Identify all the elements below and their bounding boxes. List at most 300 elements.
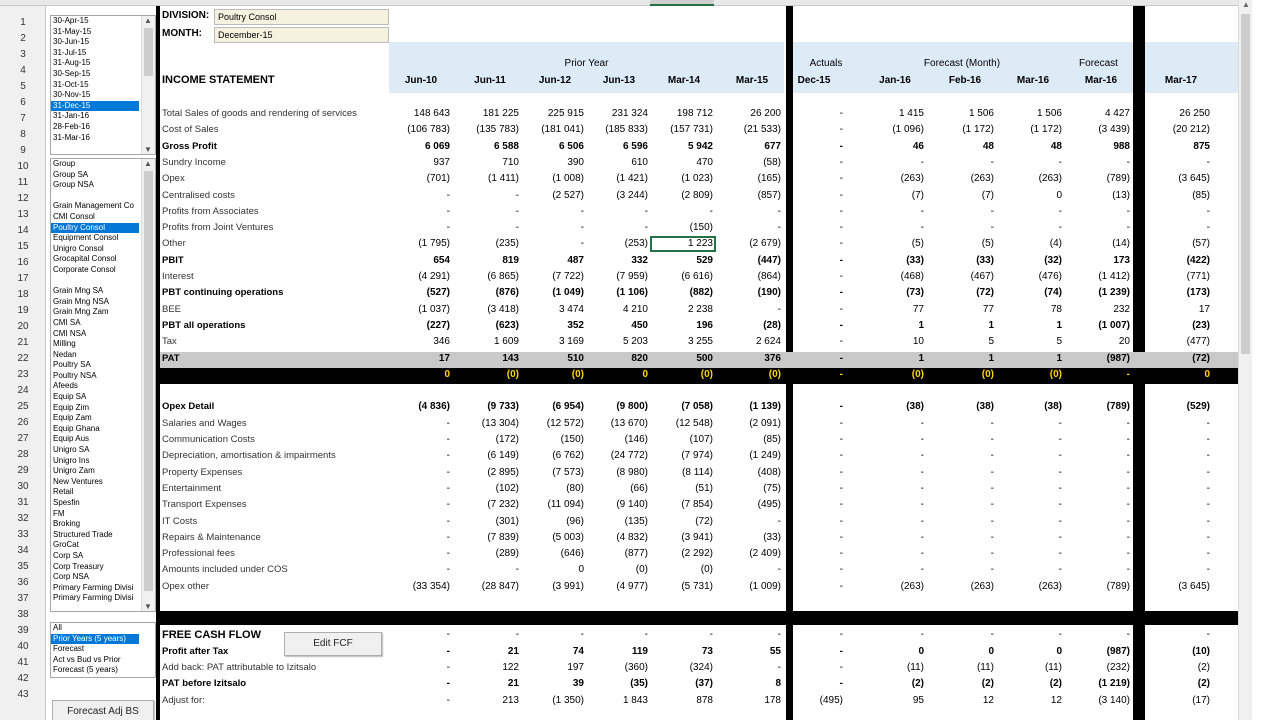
list-item[interactable]: 31-May-15 [53, 26, 92, 36]
cell-value[interactable]: (5) [911, 238, 924, 250]
cell-value[interactable]: 1 [1056, 319, 1062, 331]
row-label[interactable]: Repairs & Maintenance [162, 531, 261, 543]
list-item[interactable]: CMI NSA [53, 328, 87, 338]
cell-value[interactable]: 12 [982, 694, 994, 706]
cell-value[interactable]: (21 533) [743, 124, 781, 136]
cell-value[interactable]: - [446, 466, 450, 478]
cell-value[interactable]: (2 091) [749, 417, 781, 429]
list-item[interactable]: Unigro Consol [53, 243, 104, 253]
cell-value[interactable]: - [515, 629, 519, 641]
row-label[interactable]: Adjust for: [162, 694, 205, 706]
list-item[interactable]: Milling [53, 339, 76, 349]
cell-value[interactable]: (80) [566, 482, 584, 494]
cell-value[interactable]: - [1126, 417, 1130, 429]
cell-value[interactable]: (0) [700, 564, 713, 576]
cell-value[interactable]: 332 [631, 254, 648, 266]
cell-value[interactable]: - [839, 434, 843, 445]
cell-value[interactable]: (857) [757, 189, 781, 201]
cell-value[interactable]: (38) [976, 401, 994, 413]
cell-value[interactable]: - [1126, 434, 1130, 445]
cell-value[interactable]: 231 324 [611, 108, 648, 119]
cell-value[interactable]: 529 [696, 254, 713, 266]
cell-value[interactable]: (701) [426, 173, 450, 185]
cell-value[interactable]: 878 [696, 694, 713, 706]
cell-value[interactable]: 0 [918, 645, 924, 657]
list-item[interactable]: Unigro Zam [53, 466, 95, 476]
cell-value[interactable]: (13) [1112, 189, 1130, 201]
cell-value[interactable]: 390 [567, 156, 584, 168]
cell-value[interactable]: (235) [495, 238, 519, 250]
edit-fcf-button[interactable]: Edit FCF [284, 632, 382, 656]
cell-value[interactable]: (5 003) [552, 531, 584, 543]
row-number[interactable]: 9 [20, 145, 26, 156]
cell-value[interactable]: - [839, 156, 843, 168]
cell-value[interactable]: 5 [988, 336, 994, 348]
division-value-cell[interactable]: Poultry Consol [214, 9, 389, 25]
cell-value[interactable]: - [1126, 466, 1130, 478]
cell-value[interactable]: (5) [981, 238, 994, 250]
cell-value[interactable]: (324) [689, 661, 713, 673]
list-item[interactable]: GroCat [53, 540, 79, 550]
list-item[interactable]: Retail [53, 487, 74, 497]
cell-value[interactable]: 4 427 [1104, 108, 1130, 119]
row-label[interactable]: Interest [162, 271, 194, 282]
cell-value[interactable]: - [446, 482, 450, 494]
cell-value[interactable]: - [990, 482, 994, 494]
row-number[interactable]: 42 [17, 673, 29, 684]
list-item[interactable]: Corp Treasury [53, 561, 104, 571]
list-item[interactable]: Corporate Consol [53, 264, 116, 274]
cell-value[interactable]: (85) [763, 434, 781, 445]
cell-value[interactable]: 55 [769, 645, 781, 657]
cell-value[interactable]: (20 212) [1172, 124, 1210, 136]
cell-value[interactable]: 0 [444, 368, 450, 380]
cell-value[interactable]: - [446, 417, 450, 429]
cell-value[interactable]: - [1126, 499, 1130, 511]
cell-value[interactable]: (1 096) [892, 124, 924, 136]
cell-value[interactable]: - [580, 222, 584, 234]
list-item[interactable]: Unigro SA [53, 445, 90, 455]
list-item[interactable]: Prior Years (5 years) [51, 634, 139, 645]
list-item[interactable]: Act vs Bud vs Prior [53, 654, 121, 664]
row-number[interactable]: 38 [17, 609, 29, 620]
cell-value[interactable]: (0) [1049, 368, 1062, 380]
cell-value[interactable]: (13 670) [610, 417, 648, 429]
cell-value[interactable]: - [920, 548, 924, 560]
row-label[interactable]: Total Sales of goods and rendering of services [162, 108, 357, 119]
scroll-down-icon[interactable]: ▼ [144, 602, 152, 611]
row-label[interactable]: Entertainment [162, 482, 222, 494]
cell-value[interactable]: 20 [1118, 336, 1130, 348]
cell-value[interactable]: (190) [757, 287, 781, 299]
cell-value[interactable]: (0) [571, 368, 584, 380]
cell-value[interactable]: - [839, 645, 843, 657]
cell-value[interactable]: - [1206, 156, 1210, 168]
cell-value[interactable]: 1 223 [687, 238, 713, 250]
cell-value[interactable]: 77 [982, 303, 994, 315]
cell-value[interactable]: 10 [912, 336, 924, 348]
cell-value[interactable]: - [1058, 434, 1062, 445]
cell-value[interactable]: 5 942 [687, 140, 713, 152]
cell-value[interactable]: - [839, 613, 843, 624]
scroll-down-icon[interactable]: ▼ [144, 145, 152, 154]
cell-value[interactable]: - [1126, 629, 1130, 641]
cell-value[interactable]: - [839, 515, 843, 527]
cell-value[interactable]: - [1206, 434, 1210, 445]
cell-value[interactable]: (263) [900, 173, 924, 185]
active-cell-cursor[interactable] [650, 236, 716, 252]
list-item[interactable]: CMI Consol [53, 211, 95, 221]
cell-value[interactable]: (2) [1197, 661, 1210, 673]
cell-value[interactable]: 1 415 [898, 108, 924, 119]
cell-value[interactable]: (3 244) [616, 189, 648, 201]
row-label[interactable]: Profits from Associates [162, 205, 259, 217]
month-listbox[interactable] [50, 15, 156, 155]
cell-value[interactable]: 988 [1113, 140, 1130, 152]
row-number[interactable]: 31 [17, 497, 29, 508]
row-number[interactable]: 30 [17, 481, 29, 492]
cell-value[interactable]: - [990, 156, 994, 168]
cell-value[interactable]: - [777, 205, 781, 217]
cell-value[interactable]: (2 679) [749, 238, 781, 250]
row-label[interactable]: Communication Costs [162, 434, 255, 445]
cell-value[interactable]: 352 [567, 319, 584, 331]
cell-value[interactable]: 1 506 [968, 108, 994, 119]
list-item[interactable]: Corp SA [53, 550, 84, 560]
cell-value[interactable]: - [920, 515, 924, 527]
cell-value[interactable]: - [446, 629, 450, 641]
cell-value[interactable]: - [990, 629, 994, 641]
cell-value[interactable]: (7 854) [681, 499, 713, 511]
cell-value[interactable]: - [1206, 548, 1210, 560]
cell-value[interactable]: 819 [502, 254, 519, 266]
cell-value[interactable]: (58) [763, 156, 781, 168]
cell-value[interactable]: (3 140) [1098, 694, 1130, 706]
cell-value[interactable]: (72) [695, 515, 713, 527]
cell-value[interactable]: 3 474 [558, 303, 584, 315]
cell-value[interactable]: (1 239) [1098, 287, 1130, 299]
cell-value[interactable]: - [990, 613, 994, 624]
cell-value[interactable]: 48 [1050, 140, 1062, 152]
cell-value[interactable]: - [515, 613, 519, 624]
row-label[interactable]: PBIT [162, 254, 184, 266]
list-item[interactable]: 31-Aug-15 [53, 58, 91, 68]
cell-value[interactable]: 173 [1113, 254, 1130, 266]
cell-value[interactable]: 0 [642, 368, 648, 380]
cell-value[interactable]: (11 094) [547, 499, 584, 511]
cell-value[interactable]: - [839, 303, 843, 315]
forecast-adj-bs-button[interactable]: Forecast Adj BS [52, 700, 154, 720]
cell-value[interactable]: (0) [700, 368, 713, 380]
cell-value[interactable]: (1 023) [681, 173, 713, 185]
cell-value[interactable]: (7) [911, 189, 924, 201]
cell-value[interactable]: 1 [918, 319, 924, 331]
cell-value[interactable]: - [446, 678, 450, 690]
row-label[interactable]: Add back: PAT attributable to Izitsalo [162, 661, 317, 673]
cell-value[interactable]: (1 795) [418, 238, 450, 250]
cell-value[interactable]: (3 439) [1098, 124, 1130, 136]
scroll-up-icon[interactable]: ▲ [1242, 0, 1250, 9]
list-item[interactable]: Grain Management Co [53, 201, 134, 211]
row-number[interactable]: 39 [17, 625, 29, 636]
cell-value[interactable]: 17 [438, 352, 450, 364]
cell-value[interactable]: (28 847) [481, 580, 519, 592]
row-label[interactable]: Profit after Tax [162, 645, 229, 657]
cell-value[interactable]: - [990, 417, 994, 429]
list-item[interactable]: 30-Apr-15 [53, 16, 89, 25]
cell-value[interactable]: (263) [1038, 580, 1062, 592]
list-item[interactable]: Poultry Consol [51, 223, 139, 234]
cell-value[interactable]: (8 114) [682, 466, 713, 478]
cell-value[interactable]: (1 009) [749, 580, 781, 592]
cell-value[interactable]: (146) [624, 434, 648, 445]
row-number[interactable]: 28 [17, 449, 29, 460]
cell-value[interactable]: - [580, 613, 584, 624]
cell-value[interactable]: (57) [1192, 238, 1210, 250]
vertical-scrollbar[interactable] [1238, 0, 1252, 720]
cell-value[interactable]: 6 069 [424, 140, 450, 152]
cell-value[interactable]: (4 836) [418, 401, 450, 413]
cell-value[interactable]: 17 [1198, 303, 1210, 315]
list-item[interactable]: Equip Zam [53, 413, 92, 423]
list-item[interactable]: 30-Nov-15 [53, 90, 91, 100]
cell-value[interactable]: 346 [433, 336, 450, 348]
cell-value[interactable]: (447) [757, 254, 781, 266]
cell-value[interactable]: (102) [495, 482, 519, 494]
list-item[interactable]: 31-Dec-15 [51, 101, 139, 112]
cell-value[interactable]: - [839, 678, 843, 690]
cell-value[interactable]: (408) [757, 466, 781, 478]
cell-value[interactable]: - [1126, 548, 1130, 560]
list-item[interactable]: Group [53, 159, 76, 168]
cell-value[interactable]: (1 219) [1098, 678, 1130, 690]
cell-value[interactable]: (9 140) [616, 499, 648, 511]
cell-value[interactable]: (771) [1186, 271, 1210, 282]
list-item[interactable]: 31-Mar-16 [53, 132, 90, 142]
cell-value[interactable]: 213 [502, 694, 519, 706]
scroll-up-icon[interactable]: ▲ [144, 16, 152, 25]
cell-value[interactable]: 0 [1056, 645, 1062, 657]
cell-value[interactable]: 376 [764, 352, 781, 364]
cell-value[interactable]: (96) [566, 515, 584, 527]
cell-value[interactable]: - [839, 222, 843, 234]
cell-value[interactable]: - [839, 108, 843, 119]
cell-value[interactable]: - [990, 434, 994, 445]
cell-value[interactable]: - [1126, 205, 1130, 217]
cell-value[interactable]: (150) [689, 222, 713, 234]
row-number[interactable]: 17 [17, 273, 29, 284]
row-number[interactable]: 41 [17, 657, 29, 668]
cell-value[interactable]: (9 733) [487, 401, 519, 413]
cell-value[interactable]: - [446, 499, 450, 511]
row-label[interactable]: Other [162, 238, 186, 250]
list-item[interactable]: Corp NSA [53, 572, 90, 582]
cell-value[interactable]: - [1058, 466, 1062, 478]
row-number[interactable]: 6 [20, 97, 26, 108]
row-label[interactable]: Profits from Joint Ventures [162, 222, 274, 234]
cell-value[interactable]: - [1058, 548, 1062, 560]
cell-value[interactable]: 73 [701, 645, 713, 657]
cell-value[interactable]: 2 238 [687, 303, 713, 315]
cell-value[interactable]: 1 609 [493, 336, 519, 348]
row-number[interactable]: 8 [20, 129, 26, 140]
cell-value[interactable]: - [644, 205, 648, 217]
cell-value[interactable]: - [777, 564, 781, 576]
cell-value[interactable]: - [839, 580, 843, 592]
cell-value[interactable]: 122 [502, 661, 519, 673]
row-label[interactable]: Amounts included under COS [162, 564, 288, 576]
cell-value[interactable]: - [839, 450, 843, 462]
cell-value[interactable]: 225 915 [547, 108, 584, 119]
cell-value[interactable]: - [1058, 515, 1062, 527]
cell-value[interactable]: - [446, 205, 450, 217]
cell-value[interactable]: 710 [502, 156, 519, 168]
list-item[interactable]: Structured Trade [53, 529, 113, 539]
cell-value[interactable]: - [1206, 515, 1210, 527]
cell-value[interactable]: 77 [912, 303, 924, 315]
cell-value[interactable]: - [1206, 417, 1210, 429]
cell-value[interactable]: 48 [982, 140, 994, 152]
cell-value[interactable]: (7 058) [681, 401, 713, 413]
row-number[interactable]: 43 [17, 689, 29, 700]
scroll-thumb[interactable] [1241, 14, 1250, 354]
cell-value[interactable]: - [1058, 222, 1062, 234]
cell-value[interactable]: - [1058, 613, 1062, 624]
cell-value[interactable]: - [446, 548, 450, 560]
cell-value[interactable]: (106 783) [407, 124, 450, 136]
cell-value[interactable]: (17) [1192, 694, 1210, 706]
cell-value[interactable]: (2) [981, 678, 994, 690]
cell-value[interactable]: 21 [507, 645, 519, 657]
cell-value[interactable]: - [1206, 466, 1210, 478]
cell-value[interactable]: - [1126, 482, 1130, 494]
cell-value[interactable]: (11) [976, 661, 994, 673]
cell-value[interactable]: - [990, 205, 994, 217]
cell-value[interactable]: 196 [696, 319, 713, 331]
list-item[interactable] [51, 191, 139, 202]
list-item[interactable]: Forecast (5 years) [53, 665, 118, 675]
cell-value[interactable]: (23) [1192, 319, 1210, 331]
cell-value[interactable]: (987) [1106, 645, 1130, 657]
cell-value[interactable]: 74 [572, 645, 584, 657]
cell-value[interactable]: - [446, 564, 450, 576]
cell-value[interactable]: (24 772) [610, 450, 648, 462]
cell-value[interactable]: - [644, 222, 648, 234]
cell-value[interactable]: - [1126, 531, 1130, 543]
cell-value[interactable]: - [839, 401, 843, 413]
row-label[interactable]: BEE [162, 303, 182, 315]
cell-value[interactable]: (10) [1192, 645, 1210, 657]
cell-value[interactable]: (150) [560, 434, 584, 445]
cell-value[interactable]: (289) [495, 548, 519, 560]
cell-value[interactable]: - [709, 613, 713, 624]
list-item[interactable]: FM [53, 508, 65, 518]
cell-value[interactable]: - [839, 629, 843, 641]
cell-value[interactable]: (877) [624, 548, 648, 560]
cell-value[interactable]: (14) [1112, 238, 1130, 250]
row-label[interactable]: Opex [162, 173, 185, 185]
cell-value[interactable]: - [1058, 482, 1062, 494]
cell-value[interactable]: - [580, 629, 584, 641]
cell-value[interactable]: (1 411) [488, 173, 519, 185]
list-item[interactable]: 30-Jun-15 [53, 37, 90, 47]
cell-value[interactable]: (468) [900, 271, 924, 282]
cell-value[interactable]: - [1206, 222, 1210, 234]
cell-value[interactable]: - [920, 434, 924, 445]
cell-value[interactable]: (2) [1197, 678, 1210, 690]
row-number[interactable]: 18 [17, 289, 29, 300]
cell-value[interactable]: 500 [696, 352, 713, 364]
row-label[interactable]: Depreciation, amortisation & impairments [162, 450, 336, 462]
cell-value[interactable]: - [446, 515, 450, 527]
list-item[interactable]: Poultry NSA [53, 370, 97, 380]
row-label[interactable]: Professional fees [162, 548, 235, 560]
cell-value[interactable]: 470 [696, 156, 713, 168]
row-number[interactable]: 2 [20, 33, 26, 44]
cell-value[interactable]: (6 616) [681, 271, 713, 282]
cell-value[interactable]: - [446, 222, 450, 234]
cell-value[interactable]: (527) [426, 287, 450, 299]
list-item[interactable]: Primary Farming Divisi [53, 593, 134, 603]
row-number[interactable]: 5 [20, 81, 26, 92]
cell-value[interactable]: (477) [1186, 336, 1210, 348]
cell-value[interactable]: (1 037) [418, 303, 450, 315]
cell-value[interactable]: 232 [1113, 303, 1130, 315]
cell-value[interactable]: 0 [1056, 189, 1062, 201]
list-item[interactable]: Grain Mng Zam [53, 307, 109, 317]
cell-value[interactable]: (987) [1106, 352, 1130, 364]
cell-value[interactable]: (529) [1186, 401, 1210, 413]
row-number[interactable]: 20 [17, 321, 29, 332]
cell-value[interactable]: (7 573) [552, 466, 584, 478]
cell-value[interactable]: (2 409) [749, 548, 781, 560]
row-number[interactable]: 7 [20, 113, 26, 124]
cell-value[interactable]: - [1126, 222, 1130, 234]
cell-value[interactable]: 1 843 [622, 694, 648, 706]
row-label[interactable]: PBT all operations [162, 319, 246, 331]
cell-value[interactable]: - [1058, 531, 1062, 543]
cell-value[interactable]: (38) [1044, 401, 1062, 413]
cell-value[interactable]: - [1126, 450, 1130, 462]
list-item[interactable]: Equip Zim [53, 402, 90, 412]
cell-value[interactable]: (301) [495, 515, 519, 527]
cell-value[interactable]: - [920, 613, 924, 624]
list-item[interactable]: Unigro Ins [53, 455, 90, 465]
cell-value[interactable]: (1 350) [552, 694, 584, 706]
cell-value[interactable]: - [920, 564, 924, 576]
cell-value[interactable]: - [515, 564, 519, 576]
cell-value[interactable]: (73) [906, 287, 924, 299]
row-label[interactable]: Salaries and Wages [162, 417, 247, 429]
row-number[interactable]: 24 [17, 385, 29, 396]
cell-value[interactable]: (789) [1106, 401, 1130, 413]
cell-value[interactable]: (1 007) [1098, 319, 1130, 331]
cell-value[interactable]: - [839, 548, 843, 560]
list-item[interactable]: Equipment Consol [53, 233, 119, 243]
cell-value[interactable]: - [990, 499, 994, 511]
cell-value[interactable]: 610 [631, 156, 648, 168]
cell-value[interactable]: - [777, 515, 781, 527]
cell-value[interactable]: (181 041) [541, 124, 584, 136]
row-number[interactable]: 15 [17, 241, 29, 252]
cell-value[interactable]: - [446, 450, 450, 462]
cell-value[interactable]: - [515, 189, 519, 201]
cell-value[interactable]: - [446, 434, 450, 445]
cell-value[interactable]: 197 [567, 661, 584, 673]
cell-value[interactable]: - [839, 564, 843, 576]
row-number[interactable]: 29 [17, 465, 29, 476]
cell-value[interactable]: - [1058, 564, 1062, 576]
